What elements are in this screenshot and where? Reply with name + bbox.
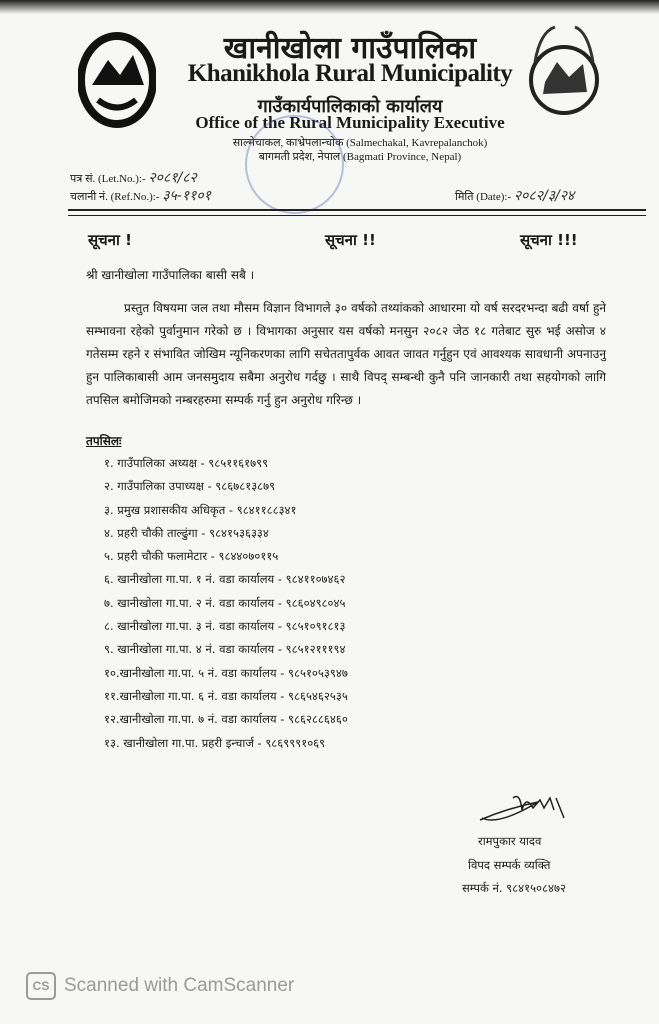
- signatory-name: रामपुकार यादव: [478, 834, 542, 848]
- notice-heading-1: सूचना !: [88, 231, 132, 249]
- contact-item: १३. खानीखोला गा.पा. प्रहरी इन्चार्ज - ९८६९९९१०६९: [104, 735, 326, 750]
- municipality-logo: [525, 22, 603, 122]
- reference-number-label: चलानी नं. (Ref.No.):-: [70, 191, 160, 203]
- camscanner-logo: CS: [26, 972, 56, 1000]
- signature: [478, 790, 578, 826]
- scan-edge: [0, 0, 659, 14]
- office-stamp: [245, 115, 344, 214]
- municipality-name-nepali: खानीखोला गाउँपालिका: [223, 31, 477, 66]
- letter-number-value: २०८१/८२: [148, 170, 197, 186]
- signatory-contact: सम्पर्क नं. ९८४१५०८४७२: [462, 881, 566, 895]
- contact-item: २. गाउँपालिका उपाध्यक्ष - ९८६७८१३८७९: [104, 479, 276, 494]
- contact-item: ४. प्रहरी चौकी ताल्ढुंगा - ९८४१५३६३३४: [104, 525, 269, 540]
- contact-item: १२.खानीखोला गा.पा. ७ नं. वडा कार्यालय - ९८६२८८६४६०: [104, 712, 348, 727]
- list-heading: तपसिलः: [86, 434, 122, 448]
- signatory-role: विपद सम्पर्क व्यक्ति: [468, 858, 551, 872]
- date-value: २०८२/३/२४: [513, 188, 575, 204]
- office-name-english: Office of the Rural Municipality Executive: [195, 113, 505, 132]
- office-name-nepali: गाउँकार्यपालिकाको कार्यालय: [257, 96, 443, 117]
- reference-number-value: ३५-११०१: [162, 188, 211, 204]
- camscanner-watermark: [26, 972, 294, 1000]
- contact-item: ६. खानीखोला गा.पा. १ नं. वडा कार्यालय - ९८४११०७४६२: [104, 572, 346, 587]
- address-line-1: साल्मेचाकल, काभ्रेपलान्चोक (Salmechakal, Kavrepalanchok): [232, 137, 488, 149]
- letter-number-label: पत्र सं. (Let.No.):-: [70, 173, 146, 185]
- notice-heading-3: सूचना !!!: [520, 231, 578, 249]
- camscanner-text: Scanned with CamScanner: [64, 975, 295, 996]
- address-line-2: बागमती प्रदेश, नेपाल (Bagmati Province, Nepal): [258, 151, 462, 163]
- header-divider: [68, 209, 646, 216]
- notice-paragraph: प्रस्तुत विषयमा जल तथा मौसम विज्ञान विभागले ३० वर्षको तथ्यांकको आधारमा यो वर्ष सरदरभन्दा बढी वर्षा हुने सम्भावना रहेको पुर्वानुमान गरेको छ । विभागका अनुसार यस वर्षको मनसुन २०८२ जेठ १८ गतेबाट सुरु भई असोज ४ गतेसम्म रहने र संभावित जोखिम न्यूनिकरणका लागि सचेततापुर्वक आवत जावत गर्नुहुन एवं आवश्यक सावधानी अपनाउनु हुन पालिकाबासी आम जनसमुदाय सबैमा अनुरोध गर्दछु । साथै विपद् सम्बन्धी कुनै पनि जानकारी तथा सहयोगको लागि तपसिल बमोजिमको नम्बरहरुमा सम्पर्क गर्नु हुन अनुरोध गरिन्छ ।: [86, 301, 606, 407]
- date: [455, 186, 574, 205]
- municipality-name-english: Khanikhola Rural Municipality: [187, 60, 513, 87]
- nepal-emblem-logo: [78, 30, 156, 130]
- contact-item: ३. प्रमुख प्रशासकीय अधिकृत - ९८४११८८३४१: [104, 502, 297, 517]
- contact-item: १. गाउँपालिका अध्यक्ष - ९८५११६१७९९: [104, 456, 269, 470]
- contact-item: १०.खानीखोला गा.पा. ५ नं. वडा कार्यालय - ९८५१०५३९४७: [104, 665, 348, 680]
- date-label: मिति (Date):-: [455, 191, 512, 203]
- letter-number: [70, 168, 197, 187]
- notice-heading-2: सूचना !!: [325, 231, 376, 249]
- contact-list: [104, 456, 348, 759]
- contact-item: ११.खानीखोला गा.पा. ६ नं. वडा कार्यालय - ९८६५४६२५३५: [104, 688, 348, 703]
- salutation: श्री खानीखोला गाउँपालिका बासी सबै ।: [86, 268, 255, 282]
- contact-item: ५. प्रहरी चौकी फलामेटार - ९८४४०७०११५: [104, 549, 279, 564]
- reference-number: [70, 186, 211, 205]
- contact-item: ७. खानीखोला गा.पा. २ नं. वडा कार्यालय - ९८६०४९८०४५: [104, 595, 346, 610]
- contact-item: ८. खानीखोला गा.पा. ३ नं. वडा कार्यालय - ९८५१०९१८१३: [104, 619, 346, 634]
- contact-item: ९. खानीखोला गा.पा. ४ नं. वडा कार्यालय - ९८५१२१११९४: [104, 642, 346, 657]
